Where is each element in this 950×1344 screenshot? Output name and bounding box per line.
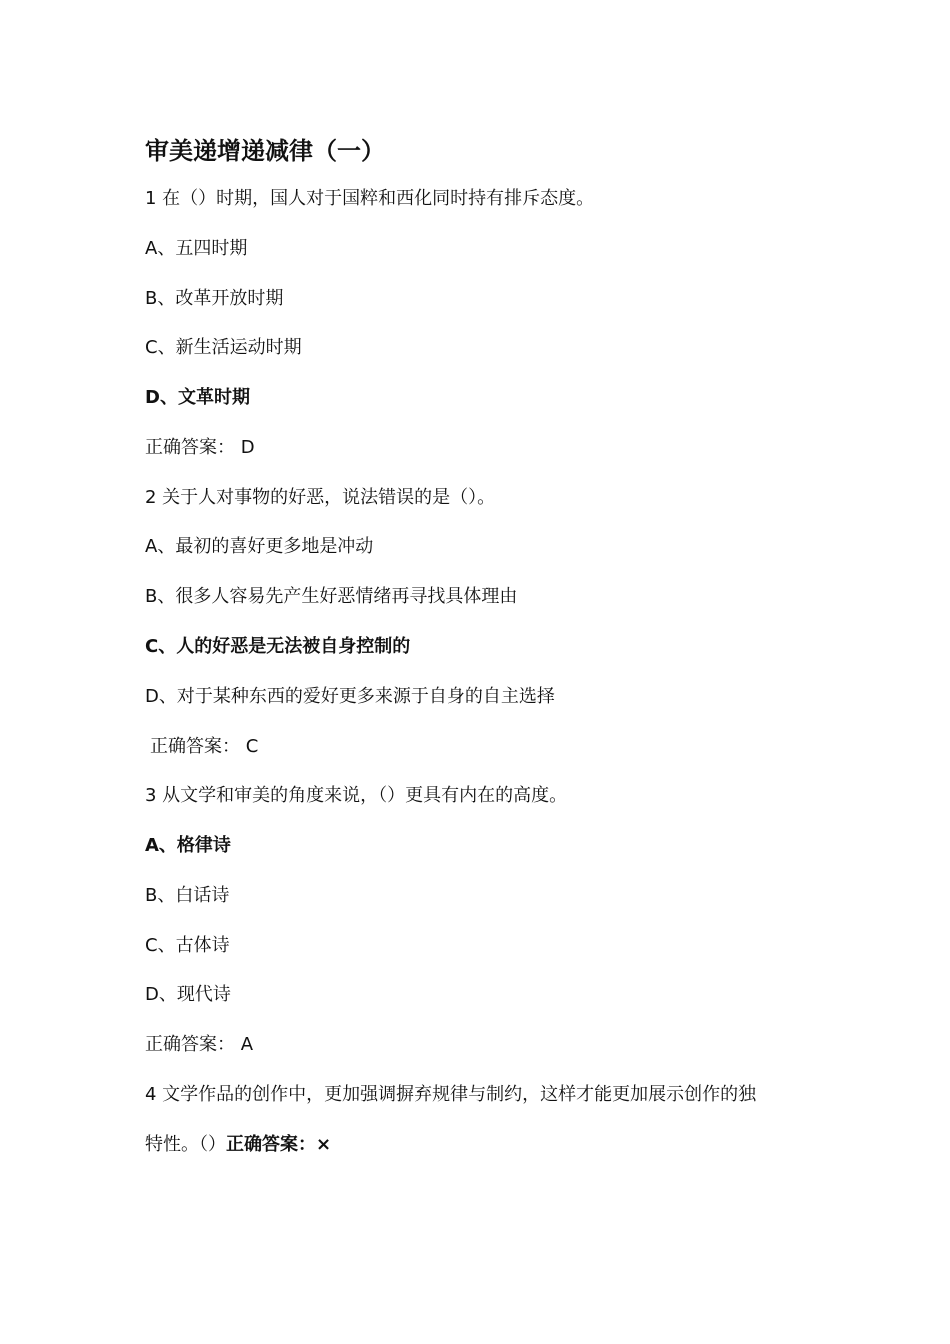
question-2-stem: 2 关于人对事物的好恶，说法错误的是（）。 — [145, 487, 496, 508]
question-3-option-a: A、格律诗 — [145, 835, 231, 856]
question-1-answer — [145, 435, 255, 461]
answer-label: 正确答案： — [145, 437, 235, 458]
answer-label: 正确答案： — [150, 736, 240, 757]
question-1-option-d: D、文革时期 — [145, 387, 250, 408]
question-1-option-c: C、新生活运动时期 — [145, 337, 302, 358]
question-4-stem-end: 特性。（） — [145, 1134, 226, 1155]
question-2-option-d: D、对于某种东西的爱好更多来源于自身的自主选择 — [145, 686, 555, 707]
question-4-stem-line-1: 4 文学作品的创作中，更加强调摒弃规律与制约，这样才能更加展示创作的独 — [145, 1084, 757, 1105]
question-2-option-b: B、很多人容易先产生好恶情绪再寻找具体理由 — [145, 586, 518, 607]
question-3-answer — [145, 1032, 253, 1058]
question-1-option-b: B、改革开放时期 — [145, 288, 284, 309]
question-4-stem-line-2 — [145, 1132, 331, 1158]
answer-label: 正确答案： — [145, 1034, 235, 1055]
question-3-option-c: C、古体诗 — [145, 935, 230, 956]
question-2-option-a: A、最初的喜好更多地是冲动 — [145, 536, 374, 557]
question-3-option-b: B、白话诗 — [145, 885, 230, 906]
question-3-option-d: D、现代诗 — [145, 984, 231, 1005]
question-1-option-a: A、五四时期 — [145, 238, 248, 259]
answer-value: C — [245, 736, 259, 757]
answer-label: 正确答案： — [226, 1134, 316, 1155]
answer-value: D — [240, 437, 255, 458]
question-1-stem: 1 在（）时期，国人对于国粹和西化同时持有排斥态度。 — [145, 188, 595, 209]
question-2-option-c: C、人的好恶是无法被自身控制的 — [145, 636, 411, 657]
document-title: 审美递增递减律（一） — [145, 137, 385, 165]
answer-value: A — [240, 1034, 254, 1055]
question-2-answer — [150, 734, 258, 760]
question-3-stem: 3 从文学和审美的角度来说，（）更具有内在的高度。 — [145, 785, 568, 806]
answer-value: × — [316, 1134, 332, 1155]
